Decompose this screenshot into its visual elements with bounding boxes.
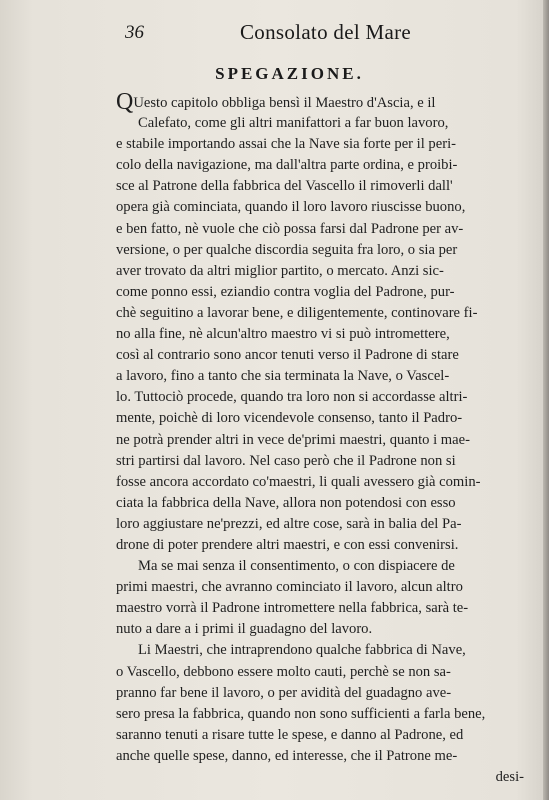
text-line: ciata la fabbrica della Nave, allora non potendosi con esso	[116, 494, 456, 511]
section-title: SPEGAZIONE.	[215, 64, 364, 83]
text-line: sero presa la fabbrica, quando non sono sufficienti a farla bene,	[116, 705, 486, 722]
text-line: anche quelle spese, danno, ed interesse, che il Patrone me-	[116, 747, 458, 764]
text-line: primi maestri, che avranno cominciato il lavoro, alcun altro	[116, 579, 463, 596]
text-line: così al contrario sono ancor tenuti verso il Padrone di stare	[116, 347, 459, 364]
running-title: Consolato del Mare	[240, 20, 412, 44]
text-line: o Vascello, debbono essere molto cauti, perchè se non sa-	[116, 663, 451, 680]
drop-cap-letter: Q	[116, 89, 134, 115]
text-line: maestro vorrà il Padrone intromettere nella fabbrica, sarà te-	[116, 600, 469, 617]
catchword: desi-	[495, 769, 524, 785]
text-line: lo. Tuttociò procede, quando tra loro non si accordasse altri-	[116, 389, 468, 406]
text-line: a lavoro, fino a tanto che sia terminata la Nave, o Vascel-	[116, 368, 450, 385]
page-header	[0, 20, 549, 48]
text-line: loro aggiustare ne'prezzi, ed altre cose, sarà in balia del Pa-	[116, 515, 462, 532]
text-line: come ponno essi, eziandio contra voglia del Padrone, pur-	[116, 283, 455, 300]
text-line: sce al Patrone della fabbrica del Vascello il rimoverli dall'	[116, 178, 453, 195]
page-gutter-shadow	[543, 0, 549, 800]
text-line: e stabile importando assai che la Nave sia forte per il peri-	[116, 136, 456, 153]
body-text	[116, 89, 542, 788]
text-line-content: Uesto capitolo obbliga bensì il Maestro d'Ascia, e il	[133, 95, 436, 111]
text-line: nuto a dare a i primi il guadagno del lavoro.	[116, 621, 373, 638]
text-line: Calefato, come gli altri manifattori a far buon lavoro,	[138, 115, 449, 132]
text-line: e ben fatto, nè vuole che ciò possa farsi dal Padrone per av-	[116, 220, 464, 237]
text-line: fosse ancora accordato co'maestri, li quali avessero già comin-	[116, 473, 481, 490]
text-line: no alla fine, nè alcun'altro maestro vi si può intromettere,	[116, 326, 450, 343]
text-line: pranno far bene il lavoro, o per avidità del guadagno ave-	[116, 684, 452, 701]
text-line: mente, poichè di loro vicendevole consenso, tanto il Padro-	[116, 410, 463, 427]
text-line	[116, 89, 542, 115]
text-line: colo della navigazione, ma dall'altra parte ordina, e proibi-	[116, 157, 458, 174]
text-line: stri partirsi dal lavoro. Nel caso però che il Padrone non si	[116, 452, 456, 469]
text-line: saranno tenuti a risare tutte le spese, e danno al Padrone, ed	[116, 726, 464, 743]
text-line: opera già cominciata, quando il loro lavoro riuscisse buono,	[116, 199, 466, 216]
page-number: 36	[125, 22, 144, 43]
text-line: chè seguitino a lavorar bene, e diligentemente, continovare fi-	[116, 304, 478, 321]
text-line: drone di poter prendere altri maestri, e con essi convenirsi.	[116, 536, 459, 553]
text-line: Li Maestri, che intraprendono qualche fabbrica di Nave,	[138, 642, 466, 659]
text-line: aver trovato da altri miglior partito, o mercato. Anzi sic-	[116, 262, 444, 279]
text-line: Ma se mai senza il consentimento, o con dispiacere de	[138, 558, 455, 575]
text-line: ne potrà prender altri in vece de'primi maestri, quanto i mae-	[116, 431, 470, 448]
text-line: versione, o per qualche discordia seguita fra loro, o sia per	[116, 241, 458, 258]
